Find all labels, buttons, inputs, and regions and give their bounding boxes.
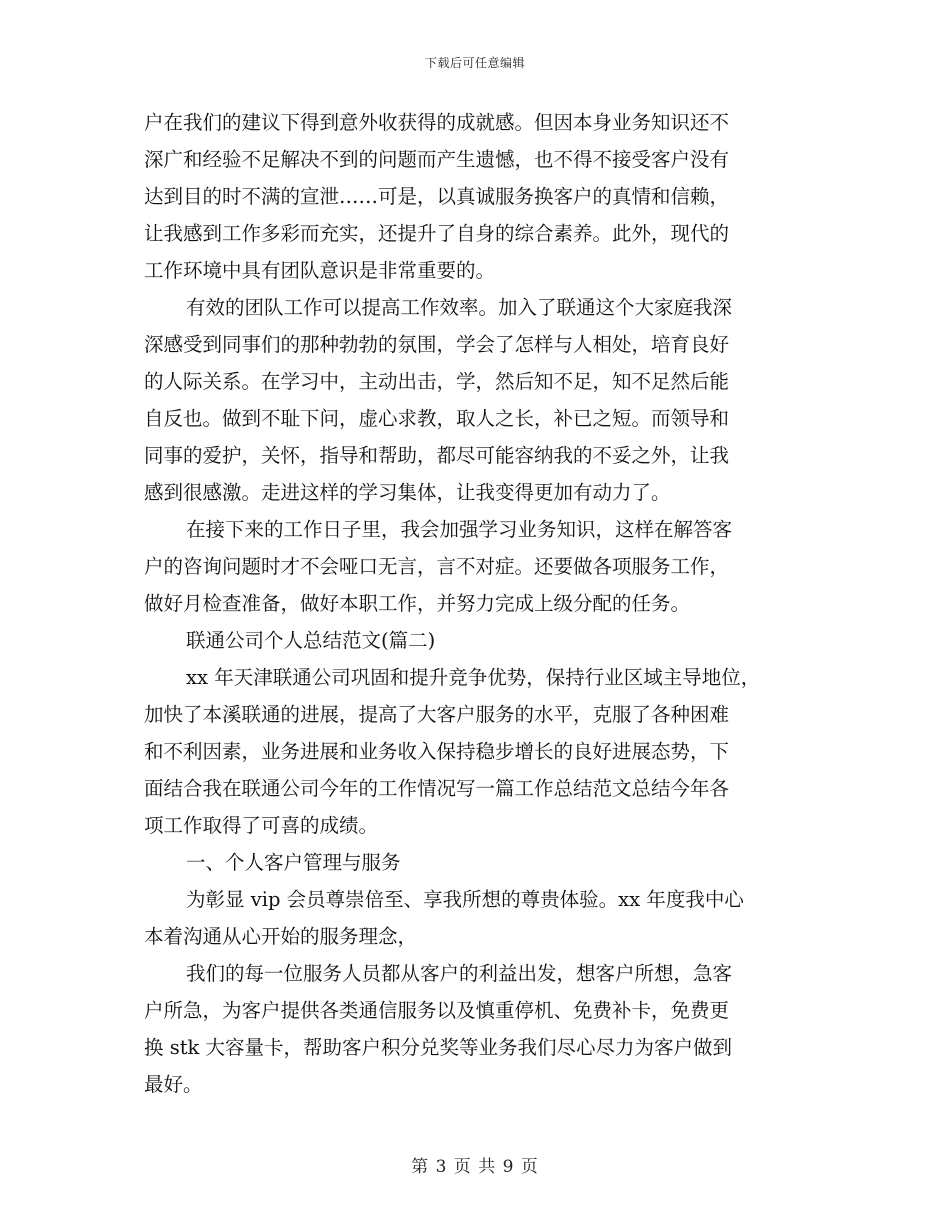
text-line: 的人际关系。在学习中，主动出击，学，然后知不足，知不足然后能 — [144, 370, 730, 393]
text-line: 面结合我在联通公司今年的工作情况写一篇工作总结范文总结今年各 — [144, 777, 730, 800]
text-line: 户在我们的建议下得到意外收获得的成就感。但因本身业务知识还不 — [144, 111, 730, 134]
text-line: 最好。 — [144, 1073, 203, 1096]
text-line: 在接下来的工作日子里，我会加强学习业务知识，这样在解答客 — [186, 518, 733, 541]
page-footer: 第 3 页 共 9 页 — [411, 1157, 539, 1177]
text-line: 让我感到工作多彩而充实，还提升了自身的综合素养。此外，现代的 — [144, 222, 730, 245]
text-line: 做好月检查准备，做好本职工作，并努力完成上级分配的任务。 — [144, 592, 691, 615]
text-line: 感到很感激。走进这样的学习集体，让我变得更加有动力了。 — [144, 481, 671, 504]
text-line: 自反也。做到不耻下问，虚心求教，取人之长，补已之短。而领导和 — [144, 407, 730, 430]
page-header: 下载后可任意编辑 — [424, 56, 525, 70]
text-line: 户所急，为客户提供各类通信服务以及慎重停机、免费补卡，免费更 — [144, 999, 730, 1022]
text-line: 加快了本溪联通的进展，提高了大客户服务的水平，克服了各种困难 — [144, 703, 730, 726]
body-text — [144, 104, 816, 1103]
text-line: 联通公司个人总结范文(篇二) — [186, 629, 436, 652]
text-line: 有效的团队工作可以提高工作效率。加入了联通这个大家庭我深 — [186, 296, 733, 319]
text-line: 项工作取得了可喜的成绩。 — [144, 814, 379, 837]
text-line: 工作环境中具有团队意识是非常重要的。 — [144, 259, 496, 282]
text-line: 达到目的时不满的宣泄……可是，以真诚服务换客户的真情和信赖， — [144, 185, 730, 208]
text-line: 深感受到同事们的那种勃勃的氛围，学会了怎样与人相处，培育良好 — [144, 333, 730, 356]
text-line: 本着沟通从心开始的服务理念， — [144, 925, 418, 948]
text-line: 深广和经验不足解决不到的问题而产生遗憾，也不得不接受客户没有 — [144, 148, 730, 171]
text-line: 户的咨询问题时才不会哑口无言，言不对症。还要做各项服务工作， — [144, 555, 730, 578]
text-line: xx 年天津联通公司巩固和提升竞争优势，保持行业区域主导地位， — [186, 666, 761, 689]
text-line: 我们的每一位服务人员都从客户的利益出发，想客户所想，急客 — [186, 962, 733, 985]
text-line: 和不利因素，业务进展和业务收入保持稳步增长的良好进展态势，下 — [144, 740, 730, 763]
text-line: 换 stk 大容量卡，帮助客户积分兑奖等业务我们尽心尽力为客户做到 — [144, 1036, 733, 1059]
text-line: 一、个人客户管理与服务 — [186, 851, 401, 874]
text-line: 同事的爱护，关怀，指导和帮助，都尽可能容纳我的不妥之外，让我 — [144, 444, 730, 467]
text-line: 为彰显 vip 会员尊崇倍至、享我所想的尊贵体验。xx 年度我中心 — [186, 888, 744, 911]
